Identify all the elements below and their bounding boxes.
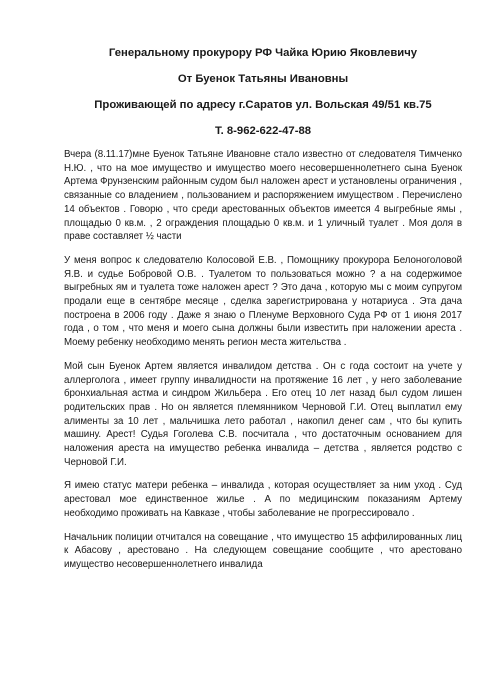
- phone-line: Т. 8-962-622-47-88: [214, 125, 312, 137]
- paragraph: Мой сын Буенок Артем является инвалидом детства . Он с года состоит на учете у аллерголога , имеет группу инвалидности на протяжение 16 лет , у него заболевание бронхиальная астма и синдром Жильбера . Его отец 10 лет назад был судом лишен родительских прав . Но он является племянником Черновой Г.И. Отец выплатил ему алименты за 10 лет , мальчишка лето работал , накопил денег сам , что бы купить машину. Арест! Судья Гоголева С.В. посчитала , что достаточным основанием для наложения ареста на имущество ребенка инвалида – детства , является родство с Черновой Г.И.: [64, 360, 462, 468]
- address-line: Проживающей по адресу г.Саратов ул. Вольская 49/51 кв.75: [94, 99, 432, 111]
- letter-body: [64, 148, 462, 572]
- paragraph: Начальник полиции отчитался на совещание , что имущество 15 аффилированных лиц к Абасову , арестовано . На следующем совещание сообщите , что арестовано имущество несовершеннолетнего инвалида: [64, 531, 462, 570]
- paragraph: У меня вопрос к следователю Колосовой Е.В. , Помощнику прокурора Белоноголовой Я.В. и судье Бобровой О.В. . Туалетом то пользоваться можно ? а на содержимое выгребных ям и туалета тоже наложен арест ? Это дача , которую мы с моим супругом продали еще в сентябре месяце , сделка зарегистрирована у нотариуса . Эта дача построена в 2006 году . Даже я знаю о Пленуме Верховного Суда РФ от 1 июня 2017 года , о том , что меня и моего сына должны были известить при наложении ареста . Моему ребенку необходимо менять регион места жительства .: [64, 254, 462, 349]
- paragraph: Вчера (8.11.17)мне Буенок Татьяне Ивановне стало известно от следователя Тимченко Н.Ю. , что на мое имущество и имущество моего несовершеннолетнего сына Буенок Артема Фрунзенским районным судом был наложен арест и установлены ограничения , связанные со владением , пользованием и распоряжением имуществом . Перечислено 14 объектов . Говорю , что среди арестованных объектов имеется 4 выгребные ямы , площадью 0 кв.м. , 2 ограждения площадью 0 кв.м. и 1 уличный туалет . Моя доля в праве составляет ½ части: [64, 149, 462, 243]
- addressee-line: Генеральному прокурору РФ Чайка Юрию Яковлевичу: [108, 47, 418, 59]
- paragraph: Я имею статус матери ребенка – инвалида , которая осуществляет за ним уход . Суд арестовал мое единственное жилье . А по медицинским показаниям Артему необходимо проживать на Кавказе , чтобы заболевание не прогрессировало .: [64, 480, 462, 519]
- sender-line: От Буенок Татьяны Ивановны: [177, 73, 349, 85]
- letter-header: [64, 46, 462, 138]
